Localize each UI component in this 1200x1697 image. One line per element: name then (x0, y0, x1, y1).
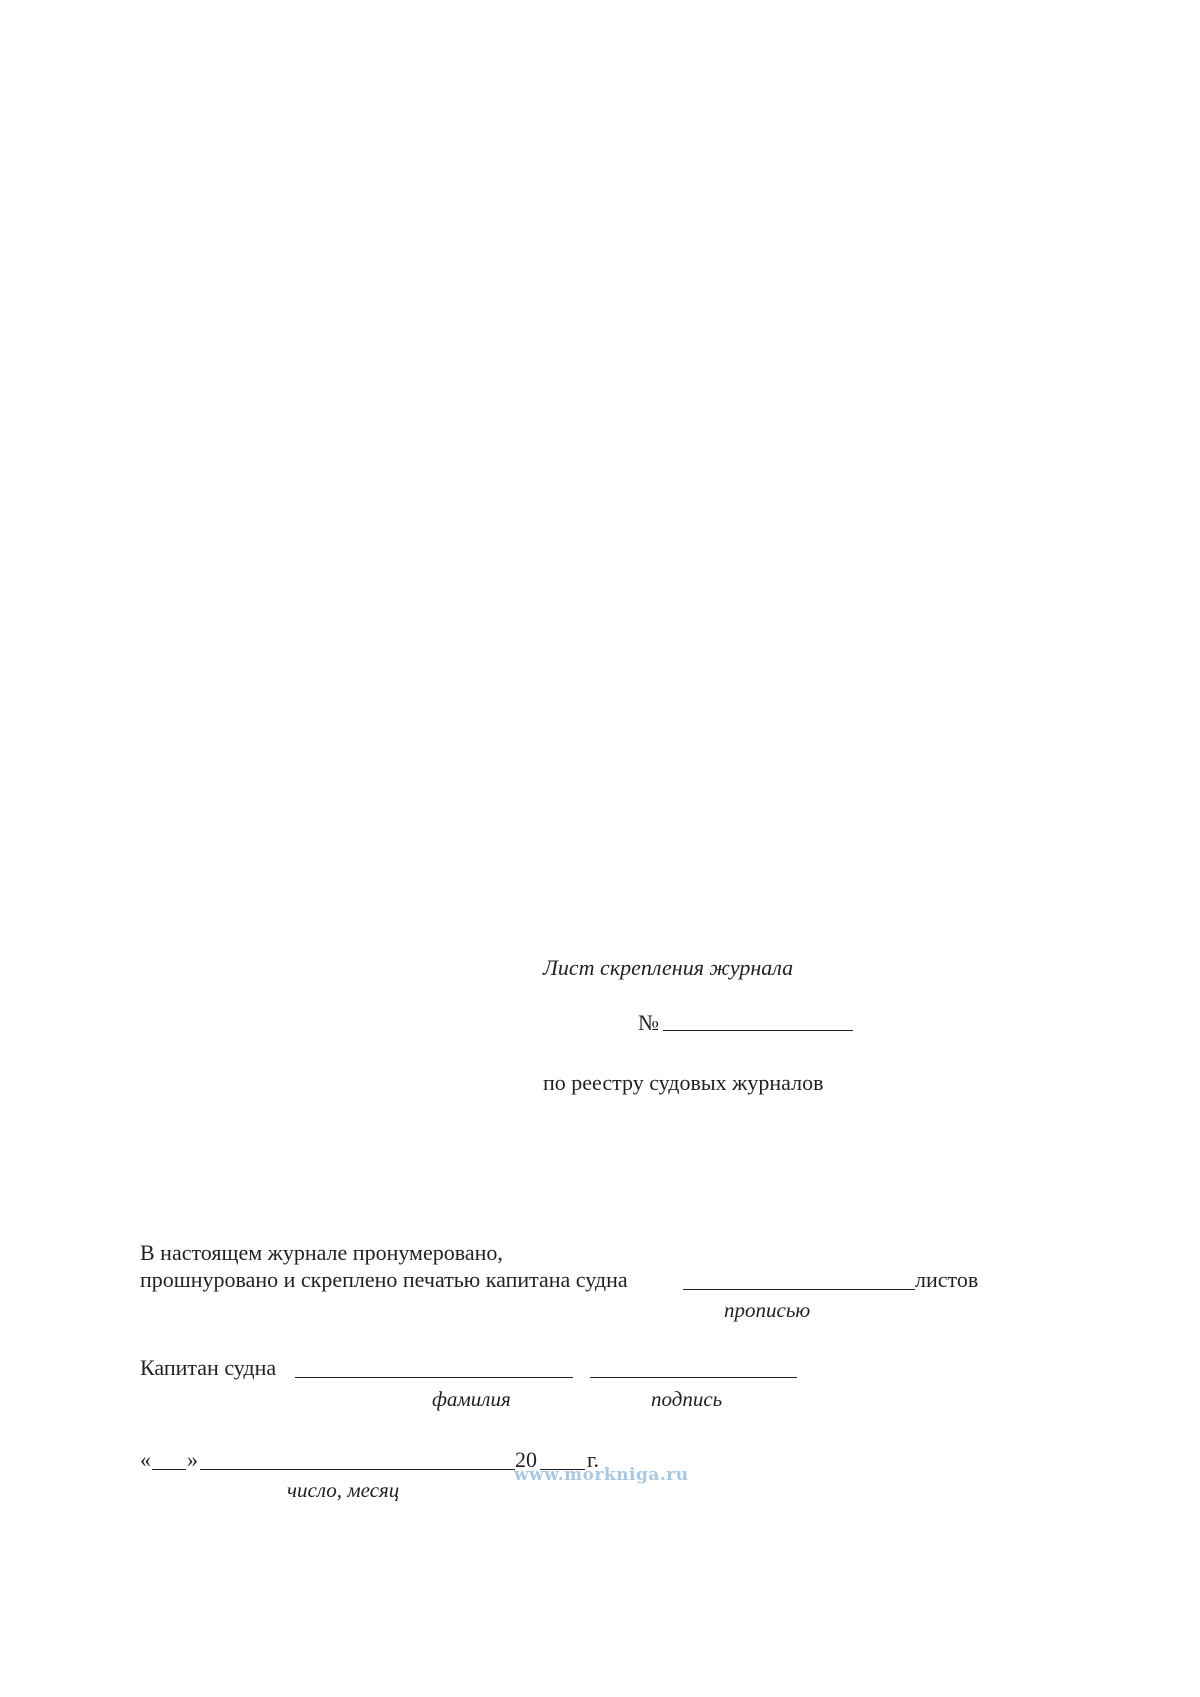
number-field-line[interactable] (663, 1030, 853, 1031)
registry-line: по реестру судовых журналов (543, 1070, 824, 1095)
year-prefix: 20 (515, 1447, 537, 1472)
month-line[interactable] (200, 1469, 515, 1470)
day-line[interactable] (152, 1469, 186, 1470)
statement-line-1: В настоящем журнале пронумеровано, (140, 1240, 503, 1265)
caption-surname: фамилия (432, 1387, 511, 1411)
date-close-quote: » (187, 1447, 198, 1472)
captain-surname-line[interactable] (295, 1377, 573, 1378)
form-title: Лист скрепления журнала (543, 955, 794, 980)
year-suffix: г. (587, 1447, 600, 1472)
number-sign: № (638, 1010, 659, 1035)
sheet-count-line[interactable] (683, 1289, 915, 1290)
watermark: www.morkniga.ru (514, 1465, 689, 1485)
statement-line-2: прошнуровано и скреплено печатью капитана судна (140, 1267, 628, 1292)
captain-signature-line[interactable] (590, 1377, 797, 1378)
caption-signature: подпись (651, 1387, 723, 1411)
captain-label: Капитан судна (140, 1355, 277, 1380)
caption-in-words: прописью (724, 1298, 811, 1322)
date-open-quote: « (140, 1447, 151, 1472)
caption-date: число, месяц (287, 1478, 400, 1502)
sheets-label: листов (915, 1267, 979, 1292)
